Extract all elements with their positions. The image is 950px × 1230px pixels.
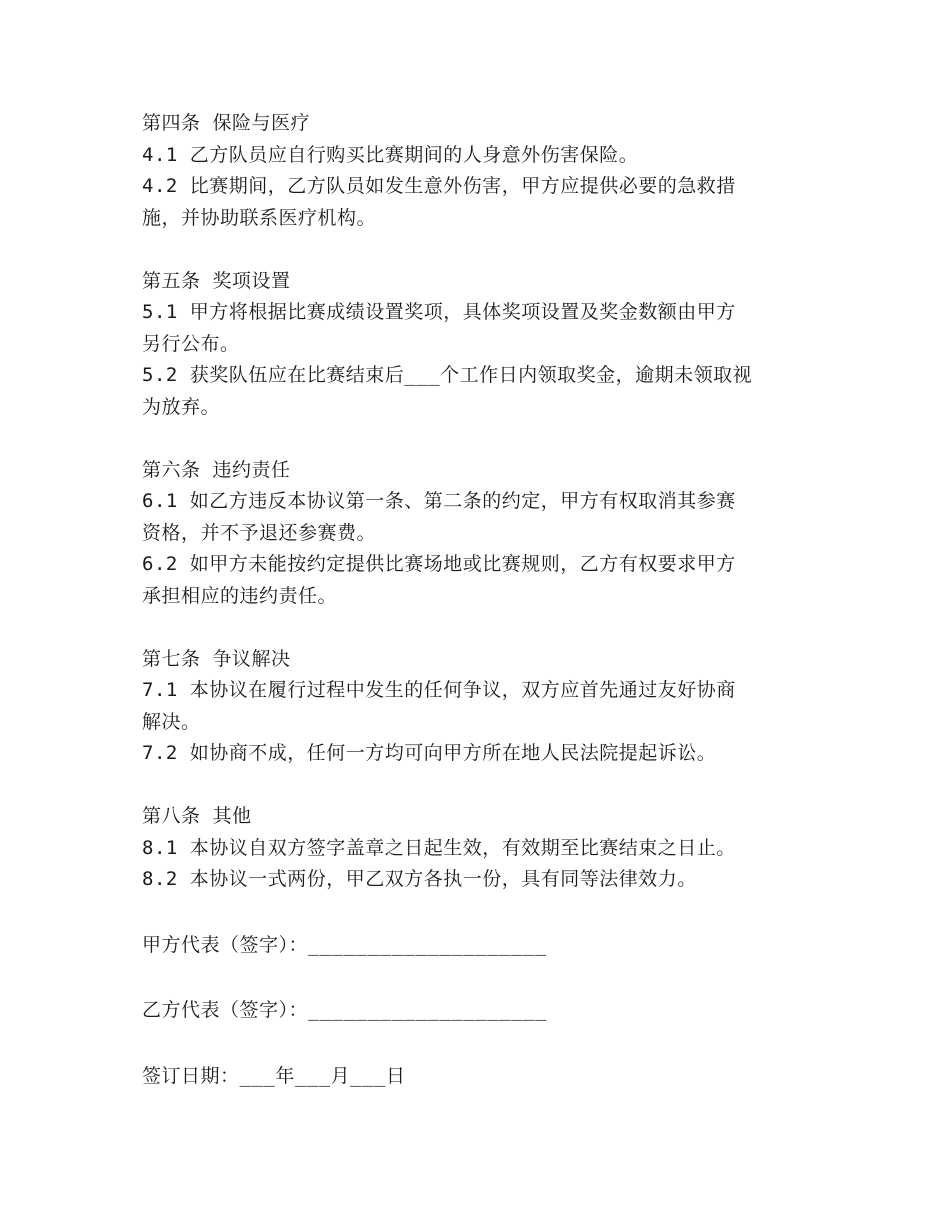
clause-line: 施，并协助联系医疗机构。 bbox=[142, 206, 377, 229]
spacer bbox=[142, 234, 812, 266]
section-heading: 第八条 其他 bbox=[142, 805, 252, 827]
section-heading: 第七条 争议解决 bbox=[142, 647, 291, 670]
spacer bbox=[142, 770, 812, 802]
clause-line: 解决。 bbox=[142, 710, 201, 733]
clause-line: 7.2 如协商不成，任何一方均可向甲方所在地人民法院提起诉讼。 bbox=[142, 742, 717, 764]
clause-line: 5.1 甲方将根据比赛成绩设置奖项，具体奖项设置及奖金数额由甲方 bbox=[142, 301, 736, 323]
spacer bbox=[142, 612, 812, 644]
clause-line: 资格，并不予退还参赛费。 bbox=[142, 521, 377, 544]
spacer bbox=[142, 896, 812, 930]
signing-date-line: 签订日期：___年___月___日 bbox=[142, 1064, 406, 1087]
section-heading: 第六条 违约责任 bbox=[142, 458, 291, 481]
document-body bbox=[142, 108, 812, 1092]
section-8 bbox=[142, 801, 812, 896]
clause-line: 4.2 比赛期间，乙方队员如发生意外伤害，甲方应提供必要的急救措 bbox=[142, 175, 736, 197]
section-7 bbox=[142, 644, 812, 770]
clause-line: 6.2 如甲方未能按约定提供比赛场地或比赛规则，乙方有权要求甲方 bbox=[142, 553, 736, 575]
clause-line: 7.1 本协议在履行过程中发生的任何争议，双方应首先通过友好协商 bbox=[142, 679, 736, 701]
party-a-signature-line: 甲方代表（签字）：____________________ bbox=[142, 933, 547, 956]
clause-line: 8.1 本协议自双方签字盖章之日起生效，有效期至比赛结束之日止。 bbox=[142, 836, 736, 859]
spacer bbox=[142, 961, 812, 995]
clause-line: 5.2 获奖队伍应在比赛结束后___个工作日内领取奖金，逾期未领取视 bbox=[142, 364, 753, 386]
section-6 bbox=[142, 455, 812, 613]
section-heading: 第四条 保险与医疗 bbox=[142, 112, 310, 134]
spacer bbox=[142, 423, 812, 455]
clause-line: 6.1 如乙方违反本协议第一条、第二条的约定，甲方有权取消其参赛 bbox=[142, 490, 736, 512]
spacer bbox=[142, 1027, 812, 1061]
clause-line: 承担相应的违约责任。 bbox=[142, 584, 338, 607]
section-5 bbox=[142, 266, 812, 424]
section-heading: 第五条 奖项设置 bbox=[142, 269, 291, 292]
clause-line: 4.1 乙方队员应自行购买比赛期间的人身意外伤害保险。 bbox=[142, 143, 639, 166]
clause-line: 8.2 本协议一式两份，甲乙双方各执一份，具有同等法律效力。 bbox=[142, 868, 697, 890]
section-4 bbox=[142, 108, 812, 234]
clause-line: 另行公布。 bbox=[142, 332, 240, 355]
party-b-signature-line: 乙方代表（签字）：____________________ bbox=[142, 999, 547, 1021]
signature-block bbox=[142, 930, 812, 1093]
clause-line: 为放弃。 bbox=[142, 395, 221, 418]
